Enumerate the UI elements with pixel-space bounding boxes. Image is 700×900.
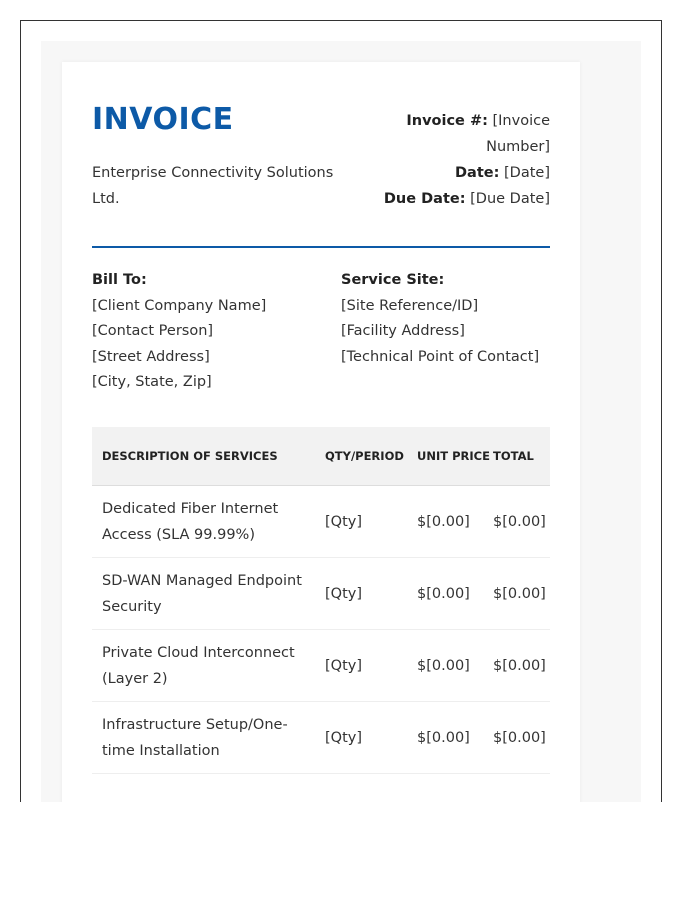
bill-to-line: [Contact Person] bbox=[92, 323, 214, 339]
service-site-line: [Technical Point of Contact] bbox=[341, 348, 540, 365]
invoice-meta bbox=[380, 108, 550, 212]
row-description: SD-WAN Managed Endpoint Security bbox=[102, 572, 302, 615]
row-unit-price: $[0.00] bbox=[417, 513, 470, 530]
services-table bbox=[92, 427, 550, 774]
bill-to-line: [Client Company Name] bbox=[92, 297, 267, 314]
row-unit-price: $[0.00] bbox=[417, 657, 470, 674]
invoice-date-value: [Date] bbox=[504, 165, 550, 181]
row-total: $[0.00] bbox=[493, 513, 546, 530]
invoice-date bbox=[380, 160, 550, 186]
service-site-label: Service Site: bbox=[341, 272, 445, 288]
row-qty: [Qty] bbox=[325, 657, 362, 674]
row-unit-price: $[0.00] bbox=[417, 729, 470, 746]
row-total: $[0.00] bbox=[493, 585, 546, 602]
table-row bbox=[92, 558, 550, 630]
table-row bbox=[92, 702, 550, 774]
row-unit-price: $[0.00] bbox=[417, 585, 470, 602]
row-qty: [Qty] bbox=[325, 585, 362, 602]
row-total: $[0.00] bbox=[493, 729, 546, 746]
company-name: Enterprise Connectivity Solutions Ltd. bbox=[92, 165, 334, 207]
table-row bbox=[92, 630, 550, 702]
row-qty: [Qty] bbox=[325, 513, 362, 530]
viewport-frame bbox=[20, 20, 662, 802]
bill-to-line: [Street Address] bbox=[92, 348, 210, 365]
row-description: Infrastructure Setup/One-time Installation bbox=[102, 716, 288, 759]
header-total: TOTAL bbox=[493, 449, 534, 463]
header-divider bbox=[92, 246, 550, 248]
invoice-document bbox=[62, 62, 580, 802]
service-site-block bbox=[341, 268, 539, 370]
invoice-title: INVOICE bbox=[92, 102, 234, 137]
invoice-due-date-value: [Due Date] bbox=[470, 191, 550, 207]
invoice-due-date-label: Due Date: bbox=[383, 191, 466, 207]
service-site-line: [Site Reference/ID] bbox=[341, 297, 479, 314]
invoice-number-label: Invoice #: bbox=[406, 113, 488, 129]
bill-to-label: Bill To: bbox=[92, 272, 147, 288]
invoice-due-date bbox=[380, 186, 550, 212]
row-qty: [Qty] bbox=[325, 729, 362, 746]
invoice-number bbox=[380, 108, 550, 160]
header-qty: QTY/PERIOD bbox=[325, 449, 404, 463]
bill-to-line: [City, State, Zip] bbox=[92, 374, 212, 390]
row-description: Dedicated Fiber Internet Access (SLA 99.99%) bbox=[102, 500, 279, 543]
table-header bbox=[92, 427, 550, 486]
row-description: Private Cloud Interconnect (Layer 2) bbox=[102, 644, 295, 687]
row-total: $[0.00] bbox=[493, 657, 546, 674]
table-row bbox=[92, 486, 550, 558]
header-description: DESCRIPTION OF SERVICES bbox=[102, 449, 278, 463]
invoice-number-value: [Invoice Number] bbox=[486, 113, 550, 155]
parties-section bbox=[92, 268, 550, 448]
invoice-header bbox=[92, 102, 550, 246]
service-site-line: [Facility Address] bbox=[341, 323, 465, 339]
header-unit-price: UNIT PRICE bbox=[417, 449, 490, 463]
invoice-date-label: Date: bbox=[455, 165, 500, 181]
bill-to-block bbox=[92, 268, 266, 396]
